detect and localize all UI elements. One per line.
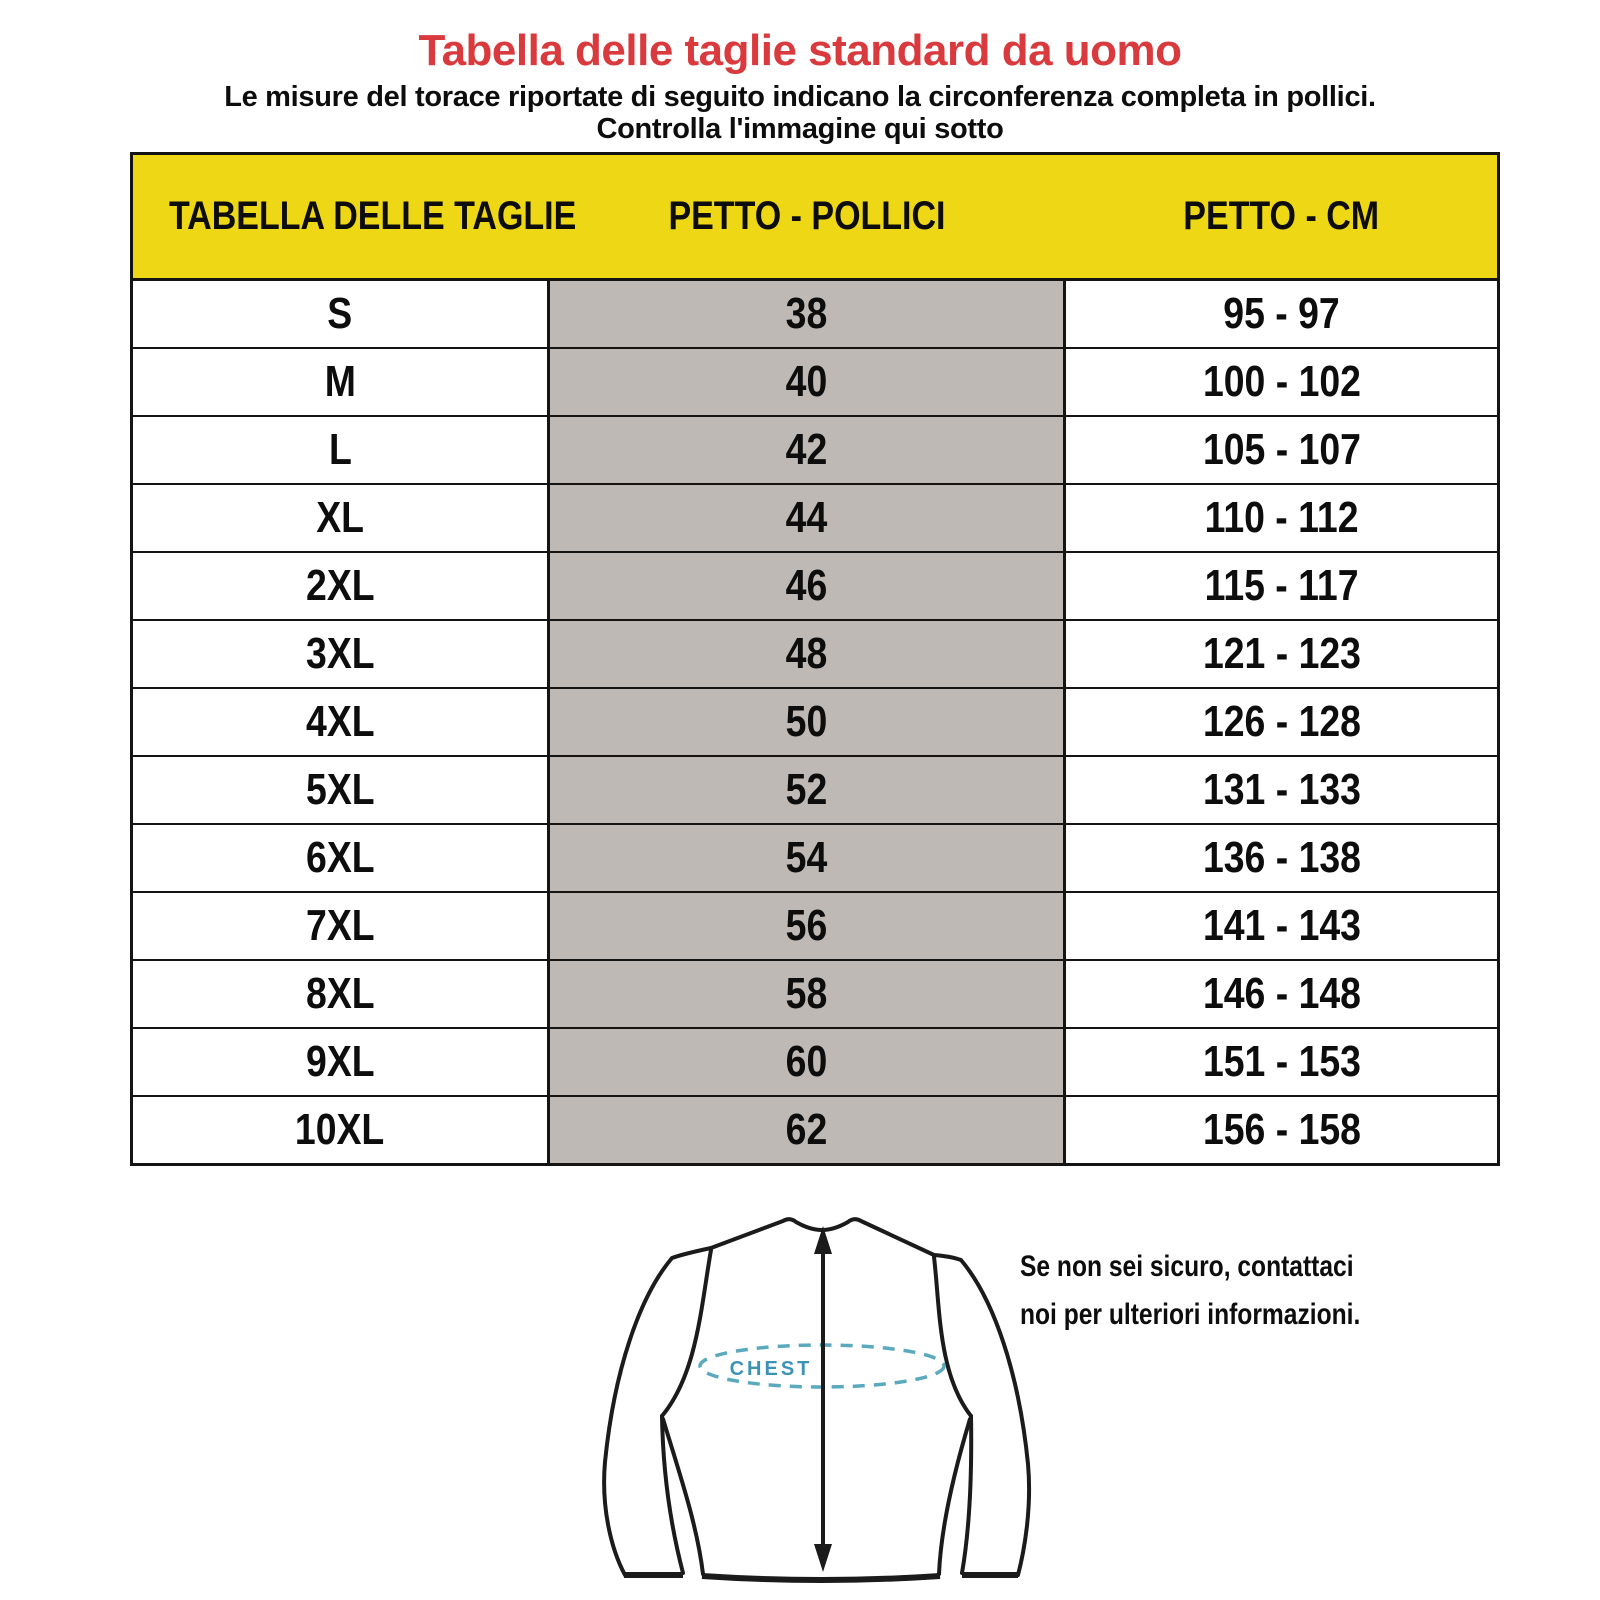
chest-cm-cell: 156 - 158 bbox=[1065, 1096, 1499, 1165]
header-chest-cm-column bbox=[1065, 154, 1499, 280]
size-table-row bbox=[132, 620, 1499, 688]
chest-label: CHEST bbox=[729, 1358, 813, 1380]
chest-inches-cell: 60 bbox=[549, 1028, 1065, 1096]
size-table-row bbox=[132, 756, 1499, 824]
chest-cm-cell: 95 - 97 bbox=[1065, 280, 1499, 349]
jacket-left-sleeve-inner bbox=[662, 1416, 683, 1573]
jacket-hem bbox=[702, 1576, 940, 1580]
size-cell: M bbox=[132, 348, 549, 416]
subtitle-line-2: Controlla l'immagine qui sotto bbox=[596, 113, 1004, 145]
size-cell: 4XL bbox=[132, 688, 549, 756]
chest-inches-cell: 44 bbox=[549, 484, 1065, 552]
chest-cm-cell: 100 - 102 bbox=[1065, 348, 1499, 416]
chest-cm-cell: 146 - 148 bbox=[1065, 960, 1499, 1028]
size-cell: 5XL bbox=[132, 756, 549, 824]
chest-cm-cell: 126 - 128 bbox=[1065, 688, 1499, 756]
chest-cm-cell: 105 - 107 bbox=[1065, 416, 1499, 484]
size-table-row bbox=[132, 348, 1499, 416]
chest-cm-cell: 151 - 153 bbox=[1065, 1028, 1499, 1096]
contact-note bbox=[1020, 1243, 1435, 1339]
chest-inches-cell: 48 bbox=[549, 620, 1065, 688]
chest-cm-cell: 141 - 143 bbox=[1065, 892, 1499, 960]
size-table-row bbox=[132, 1096, 1499, 1165]
size-table-row bbox=[132, 416, 1499, 484]
page-title: Tabella delle taglie standard da uomo bbox=[418, 26, 1182, 75]
header-size-label: TABELLA DELLE TAGLIE bbox=[168, 194, 577, 238]
table-header-row bbox=[132, 154, 1499, 280]
chest-inches-cell: 56 bbox=[549, 892, 1065, 960]
size-table-row bbox=[132, 688, 1499, 756]
contact-note-line-1: Se non sei sicuro, contattaci bbox=[1020, 1250, 1354, 1283]
size-cell: 8XL bbox=[132, 960, 549, 1028]
subtitle-line-1: Le misure del torace riportate di seguito indicano la circonferenza completa in pollici. bbox=[224, 81, 1376, 113]
chest-cm-cell: 136 - 138 bbox=[1065, 824, 1499, 892]
size-cell: 3XL bbox=[132, 620, 549, 688]
size-table-row bbox=[132, 892, 1499, 960]
chest-inches-cell: 46 bbox=[549, 552, 1065, 620]
jacket-right-armhole-seam bbox=[934, 1257, 971, 1416]
chest-cm-cell: 115 - 117 bbox=[1065, 552, 1499, 620]
header-chest-inches-column bbox=[549, 154, 1065, 280]
size-cell: L bbox=[132, 416, 549, 484]
jacket-left-armhole-seam bbox=[662, 1250, 711, 1416]
size-cell: S bbox=[132, 280, 549, 349]
size-table-row bbox=[132, 960, 1499, 1028]
chest-inches-cell: 58 bbox=[549, 960, 1065, 1028]
chest-cm-cell: 131 - 133 bbox=[1065, 756, 1499, 824]
size-cell: 9XL bbox=[132, 1028, 549, 1096]
header-chest-cm-label: PETTO - CM bbox=[1182, 194, 1379, 238]
chest-inches-cell: 38 bbox=[549, 280, 1065, 349]
chest-inches-cell: 42 bbox=[549, 416, 1065, 484]
height-arrow-down-head bbox=[814, 1544, 832, 1572]
contact-note-line-2: noi per ulteriori informazioni. bbox=[1020, 1298, 1361, 1331]
jacket-measurement-illustration bbox=[598, 1212, 1035, 1584]
size-table-row bbox=[132, 552, 1499, 620]
size-table-row bbox=[132, 824, 1499, 892]
size-table-row bbox=[132, 1028, 1499, 1096]
chest-cm-cell: 121 - 123 bbox=[1065, 620, 1499, 688]
size-table-row bbox=[132, 280, 1499, 349]
chest-inches-cell: 52 bbox=[549, 756, 1065, 824]
chest-inches-cell: 54 bbox=[549, 824, 1065, 892]
header-chest-inches-label: PETTO - POLLICI bbox=[667, 194, 946, 238]
chest-cm-cell: 110 - 112 bbox=[1065, 484, 1499, 552]
chest-inches-cell: 50 bbox=[549, 688, 1065, 756]
chest-inches-cell: 62 bbox=[549, 1096, 1065, 1165]
size-table bbox=[130, 152, 1500, 1166]
size-cell: XL bbox=[132, 484, 549, 552]
size-table-row bbox=[132, 484, 1499, 552]
chest-inches-cell: 40 bbox=[549, 348, 1065, 416]
size-cell: 6XL bbox=[132, 824, 549, 892]
header-size-column bbox=[132, 154, 577, 280]
size-cell: 10XL bbox=[132, 1096, 549, 1165]
size-cell: 2XL bbox=[132, 552, 549, 620]
size-cell: 7XL bbox=[132, 892, 549, 960]
size-table-body bbox=[132, 280, 1499, 1165]
jacket-right-sleeve-outer bbox=[934, 1255, 1029, 1575]
